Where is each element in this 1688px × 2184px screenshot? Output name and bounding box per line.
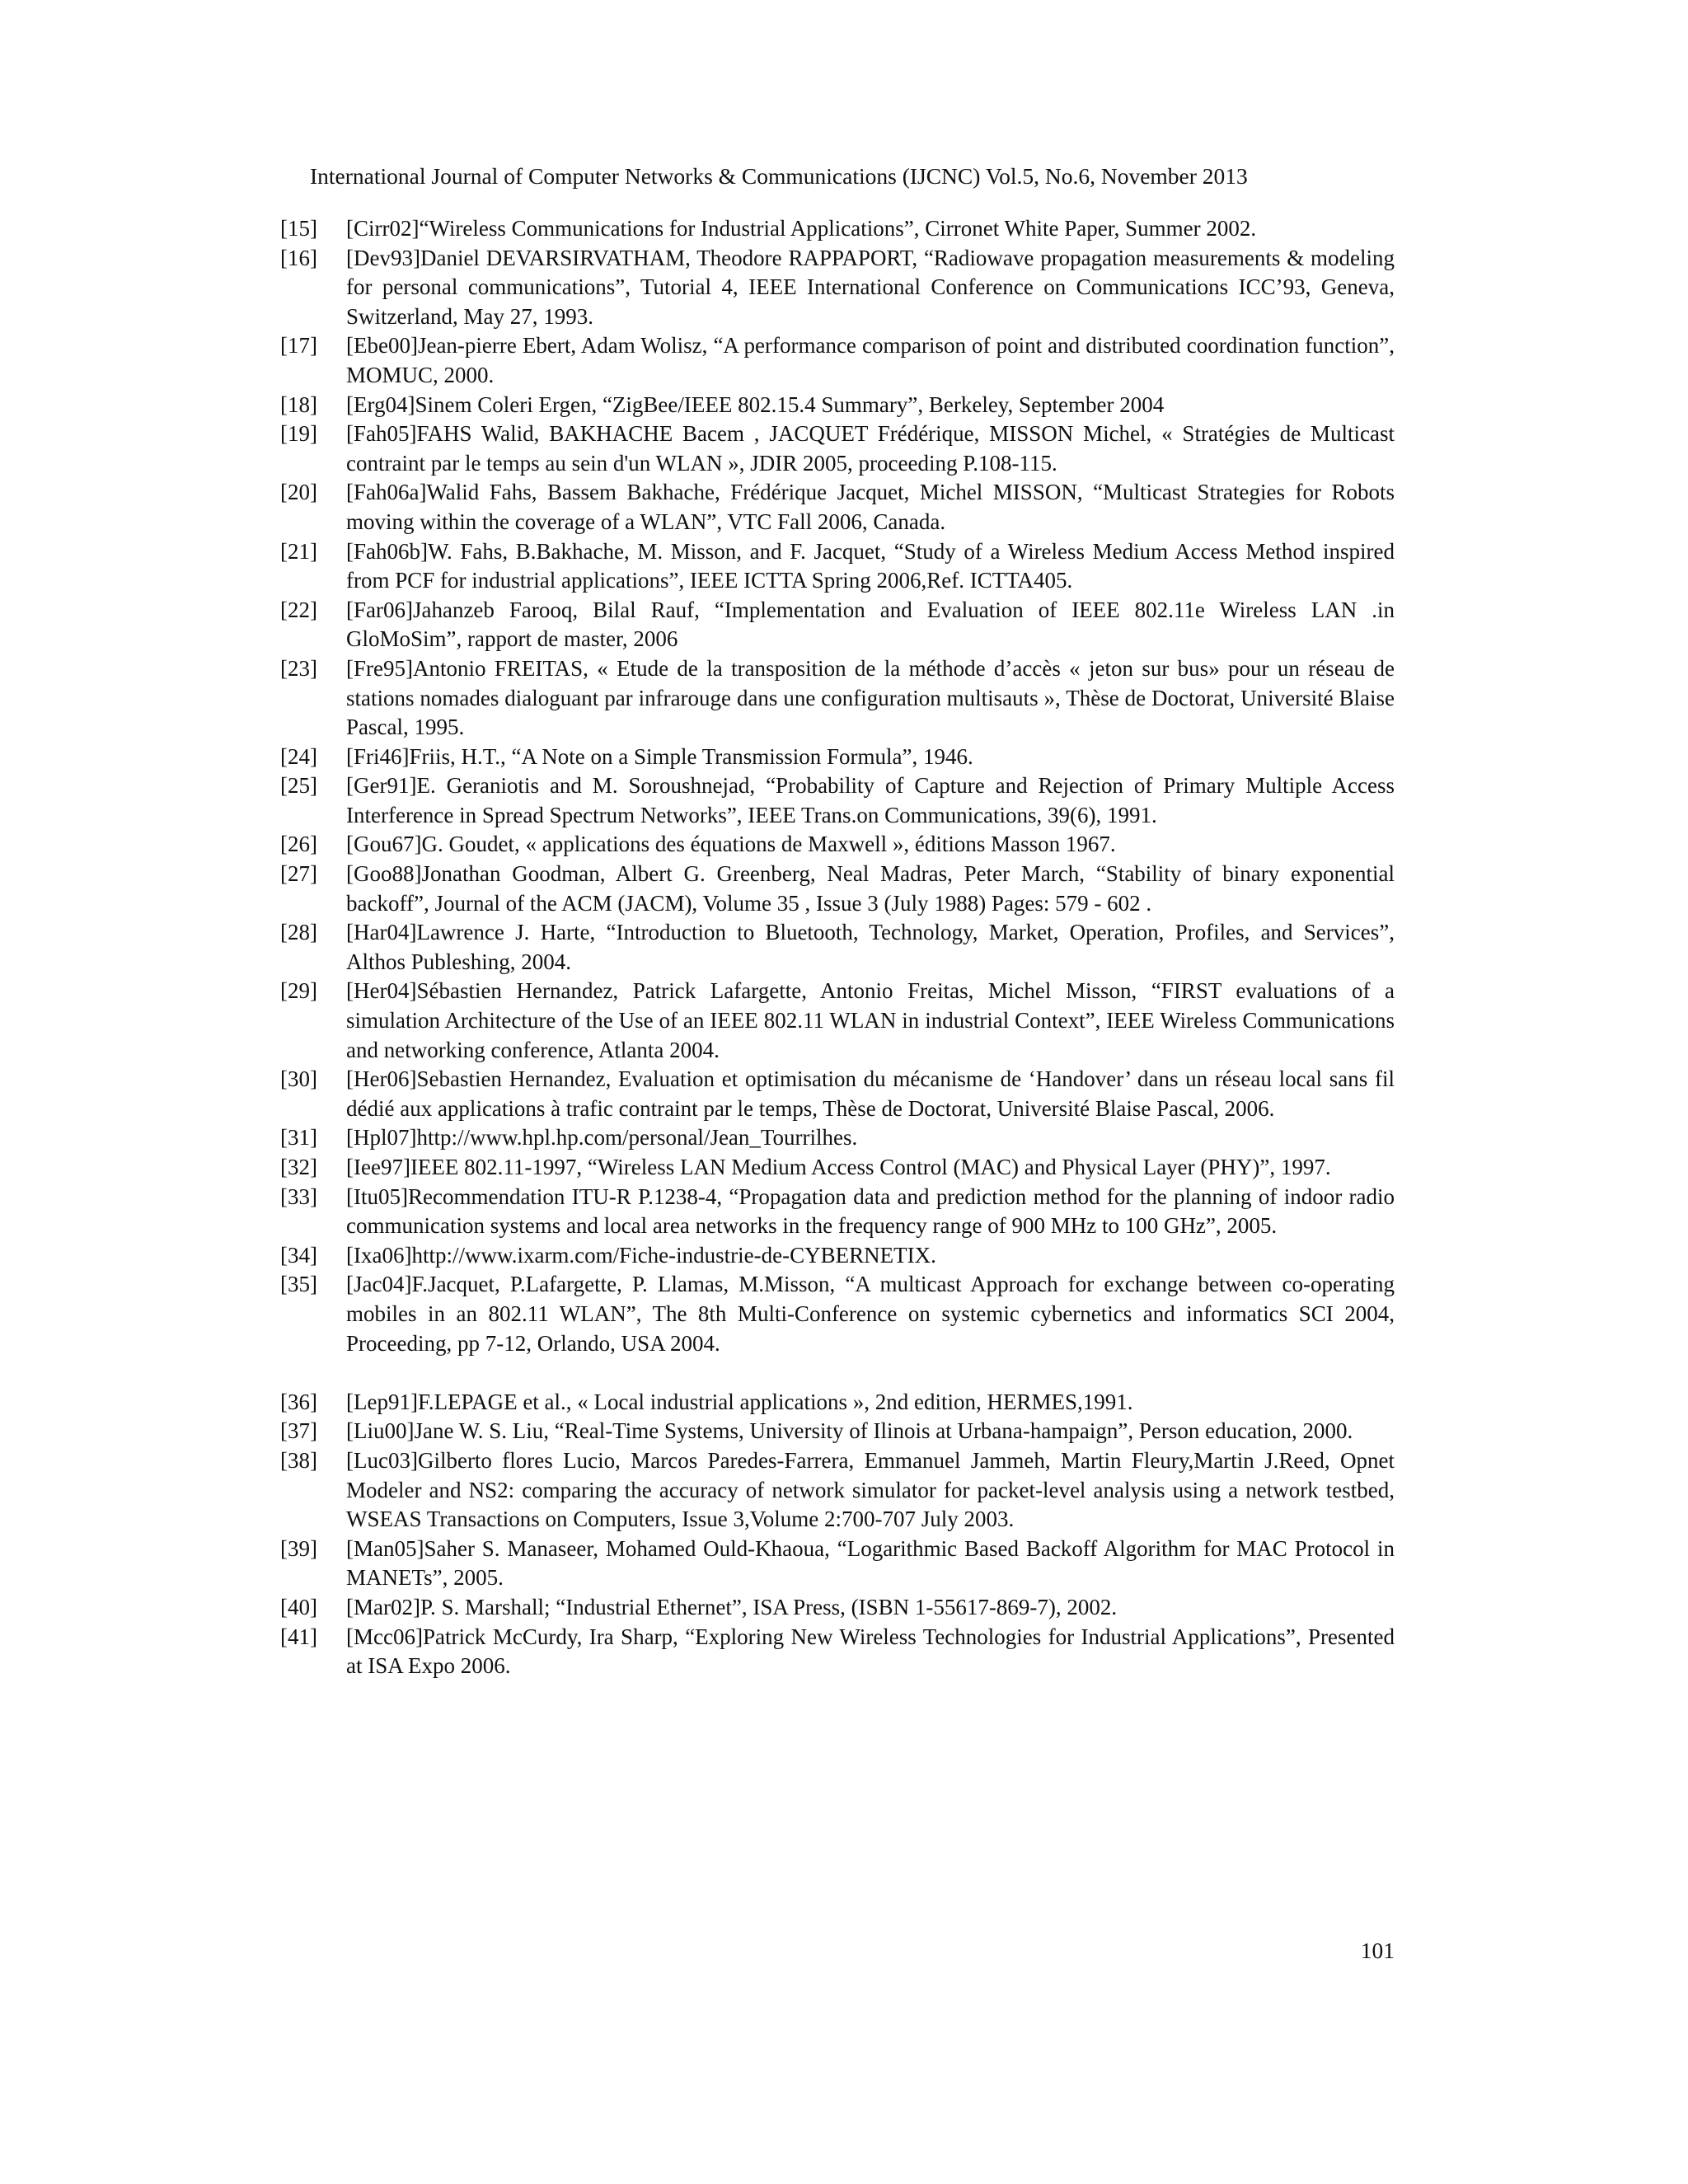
reference-item bbox=[280, 654, 1395, 743]
reference-item bbox=[280, 918, 1395, 977]
reference-number: [40] bbox=[280, 1594, 317, 1619]
reference-text: [Fah06a]Walid Fahs, Bassem Bakhache, Frédérique Jacquet, Michel MISSON, “Multicast Strategies for Robots moving within the coverage of a WLAN”, VTC Fall 2006, Canada. bbox=[346, 480, 1395, 534]
reference-number: [29] bbox=[280, 978, 317, 1004]
reference-text: [Jac04]F.Jacquet, P.Lafargette, P. Llamas, M.Misson, “A multicast Approach for exchange between co-operating mobiles in an 802.11 WLAN”, The 8th Multi-Conference on systemic cybernetics and informatics SCI 2004, Proceeding, pp 7-12, Orlando, USA 2004. bbox=[346, 1272, 1395, 1356]
reference-text: [Fre95]Antonio FREITAS, « Etude de la transposition de la méthode d’accès « jeton sur bus» pour un réseau de stations nomades dialoguant par infrarouge dans une configuration multisauts », Thèse de Doctorat, Université Blaise Pascal, 1995. bbox=[346, 655, 1395, 740]
reference-text: [Fah05]FAHS Walid, BAKHACHE Bacem , JACQUET Frédérique, MISSON Michel, « Stratégies de Multicast contraint par le temps au sein d'un WLAN », JDIR 2005, proceeding P.108-115. bbox=[346, 421, 1395, 476]
reference-text: [Hpl07]http://www.hpl.hp.com/personal/Jean_Tourrilhes. bbox=[346, 1125, 858, 1151]
reference-number: [30] bbox=[280, 1066, 317, 1092]
reference-text: [Fah06b]W. Fahs, B.Bakhache, M. Misson, and F. Jacquet, “Study of a Wireless Medium Access Method inspired from PCF for industrial applications”, IEEE ICTTA Spring 2006,Ref. ICTTA405. bbox=[346, 538, 1395, 593]
reference-item bbox=[280, 1153, 1395, 1183]
reference-number: [39] bbox=[280, 1535, 317, 1561]
reference-text: [Mcc06]Patrick McCurdy, Ira Sharp, “Exploring New Wireless Technologies for Industrial Applications”, Presented at ISA Expo 2006. bbox=[346, 1624, 1395, 1679]
reference-number: [38] bbox=[280, 1447, 317, 1473]
reference-text: [Gou67]G. Goudet, « applications des équations de Maxwell », éditions Masson 1967. bbox=[346, 832, 1116, 857]
reference-item bbox=[280, 1123, 1395, 1153]
reference-list bbox=[280, 214, 1395, 1681]
reference-text: [Itu05]Recommendation ITU-R P.1238-4, “Propagation data and prediction method for the planning of indoor radio communication systems and local area networks in the frequency range of 900 MHz to 100 GHz”, 2005. bbox=[346, 1183, 1395, 1239]
reference-number: [25] bbox=[280, 773, 317, 799]
reference-item bbox=[280, 771, 1395, 830]
reference-item bbox=[280, 391, 1395, 420]
reference-number: [33] bbox=[280, 1183, 317, 1209]
reference-number: [32] bbox=[280, 1155, 317, 1179]
reference-number: [27] bbox=[280, 861, 317, 887]
reference-text: [Goo88]Jonathan Goodman, Albert G. Greenberg, Neal Madras, Peter March, “Stability of binary exponential backoff”, Journal of the ACM (JACM), Volume 35 , Issue 3 (July 1988) Pages: 579 - 602 . bbox=[346, 861, 1395, 916]
reference-text: [Mar02]P. S. Marshall; “Industrial Ethernet”, ISA Press, (ISBN 1-55617-869-7), 2002. bbox=[346, 1594, 1118, 1619]
reference-number: [16] bbox=[280, 245, 317, 270]
reference-text: [Fri46]Friis, H.T., “A Note on a Simple Transmission Formula”, 1946. bbox=[346, 743, 973, 769]
reference-number: [37] bbox=[280, 1418, 317, 1444]
reference-item bbox=[280, 1417, 1395, 1446]
reference-item bbox=[280, 331, 1395, 390]
reference-number: [28] bbox=[280, 920, 317, 945]
reference-item bbox=[280, 977, 1395, 1065]
reference-item bbox=[280, 1183, 1395, 1241]
reference-text: [Cirr02]“Wireless Communications for Industrial Applications”, Cirronet White Paper, Summer 2002. bbox=[346, 216, 1257, 241]
reference-item bbox=[280, 860, 1395, 918]
reference-text: [Ger91]E. Geraniotis and M. Soroushnejad, “Probability of Capture and Rejection of Primary Multiple Access Interference in Spread Spectrum Networks”, IEEE Trans.on Communications, 39(6), 1991. bbox=[346, 773, 1395, 827]
reference-text: [Her06]Sebastien Hernandez, Evaluation et optimisation du mécanisme de ‘Handover’ dans un réseau local sans fil dédié aux applications à trafic contraint par le temps, Thèse de Doctorat, Université Blaise Pascal, 2006. bbox=[346, 1066, 1395, 1121]
reference-item bbox=[280, 214, 1395, 244]
reference-number: [34] bbox=[280, 1242, 317, 1268]
reference-item bbox=[280, 1535, 1395, 1593]
reference-number: [26] bbox=[280, 832, 317, 857]
reference-item bbox=[280, 1623, 1395, 1681]
reference-text: [Iee97]IEEE 802.11-1997, “Wireless LAN Medium Access Control (MAC) and Physical Layer (PHY)”, 1997. bbox=[346, 1155, 1331, 1179]
reference-number: [36] bbox=[280, 1389, 317, 1414]
reference-item bbox=[280, 743, 1395, 772]
reference-text: [Har04]Lawrence J. Harte, “Introduction to Bluetooth, Technology, Market, Operation, Profiles, and Services”, Althos Publeshing, 2004. bbox=[346, 920, 1395, 974]
reference-item bbox=[280, 1593, 1395, 1623]
reference-text: [Far06]Jahanzeb Farooq, Bilal Rauf, “Implementation and Evaluation of IEEE 802.11e Wireless LAN .in GloMoSim”, rapport de master, 2006 bbox=[346, 597, 1395, 652]
reference-number: [19] bbox=[280, 421, 317, 447]
reference-item bbox=[280, 478, 1395, 537]
reference-number: [20] bbox=[280, 480, 317, 505]
reference-item bbox=[280, 596, 1395, 654]
reference-item bbox=[280, 1065, 1395, 1123]
reference-text: [Her04]Sébastien Hernandez, Patrick Lafargette, Antonio Freitas, Michel Misson, “FIRST evaluations of a simulation Architecture of the Use of an IEEE 802.11 WLAN in industrial Context”, IEEE Wireless Communications and networking conference, Atlanta 2004. bbox=[346, 978, 1395, 1062]
reference-number: [17] bbox=[280, 333, 317, 359]
reference-item bbox=[280, 244, 1395, 332]
reference-number: [21] bbox=[280, 538, 317, 564]
running-header: International Journal of Computer Networks & Communications (IJCNC) Vol.5, No.6, November 2013 bbox=[310, 163, 1248, 189]
reference-item bbox=[280, 1270, 1395, 1358]
reference-number: [15] bbox=[280, 216, 317, 241]
reference-text: [Ebe00]Jean-pierre Ebert, Adam Wolisz, “A performance comparison of point and distributed coordination function”, MOMUC, 2000. bbox=[346, 333, 1395, 387]
reference-number: [41] bbox=[280, 1624, 317, 1649]
reference-text: [Erg04]Sinem Coleri Ergen, “ZigBee/IEEE 802.15.4 Summary”, Berkeley, September 2004 bbox=[346, 391, 1165, 417]
reference-text: [Liu00]Jane W. S. Liu, “Real-Time Systems, University of Ilinois at Urbana-hampaign”, Person education, 2000. bbox=[346, 1418, 1353, 1444]
reference-number: [22] bbox=[280, 597, 317, 622]
reference-number: [23] bbox=[280, 655, 317, 681]
reference-item bbox=[280, 537, 1395, 596]
reference-number: [18] bbox=[280, 391, 317, 417]
reference-number: [24] bbox=[280, 743, 317, 769]
reference-number: [35] bbox=[280, 1272, 317, 1297]
reference-item bbox=[280, 419, 1395, 478]
reference-item bbox=[280, 1241, 1395, 1271]
reference-number: [31] bbox=[280, 1125, 317, 1151]
reference-item bbox=[280, 1388, 1395, 1418]
reference-text: [Luc03]Gilberto flores Lucio, Marcos Paredes-Farrera, Emmanuel Jammeh, Martin Fleury,Martin J.Reed, Opnet Modeler and NS2: comparing the accuracy of network simulator for packet-level analysis using a network testbed, WSEAS Transactions on Computers, Issue 3,Volume 2:700-707 July 2003. bbox=[346, 1447, 1395, 1532]
reference-item bbox=[280, 830, 1395, 860]
reference-text: [Man05]Saher S. Manaseer, Mohamed Ould-Khaoua, “Logarithmic Based Backoff Algorithm for MAC Protocol in MANETs”, 2005. bbox=[346, 1535, 1395, 1591]
reference-item bbox=[280, 1446, 1395, 1535]
page-number: 101 bbox=[1360, 1938, 1395, 1963]
reference-text: [Ixa06]http://www.ixarm.com/Fiche-industrie-de-CYBERNETIX. bbox=[346, 1242, 936, 1268]
reference-text: [Dev93]Daniel DEVARSIRVATHAM, Theodore RAPPAPORT, “Radiowave propagation measurements & modeling for personal communications”, Tutorial 4, IEEE International Conference on Communications ICC’93, Geneva, Switzerland, May 27, 1993. bbox=[346, 245, 1395, 329]
reference-text: [Lep91]F.LEPAGE et al., « Local industrial applications », 2nd edition, HERMES,1991. bbox=[346, 1389, 1133, 1414]
